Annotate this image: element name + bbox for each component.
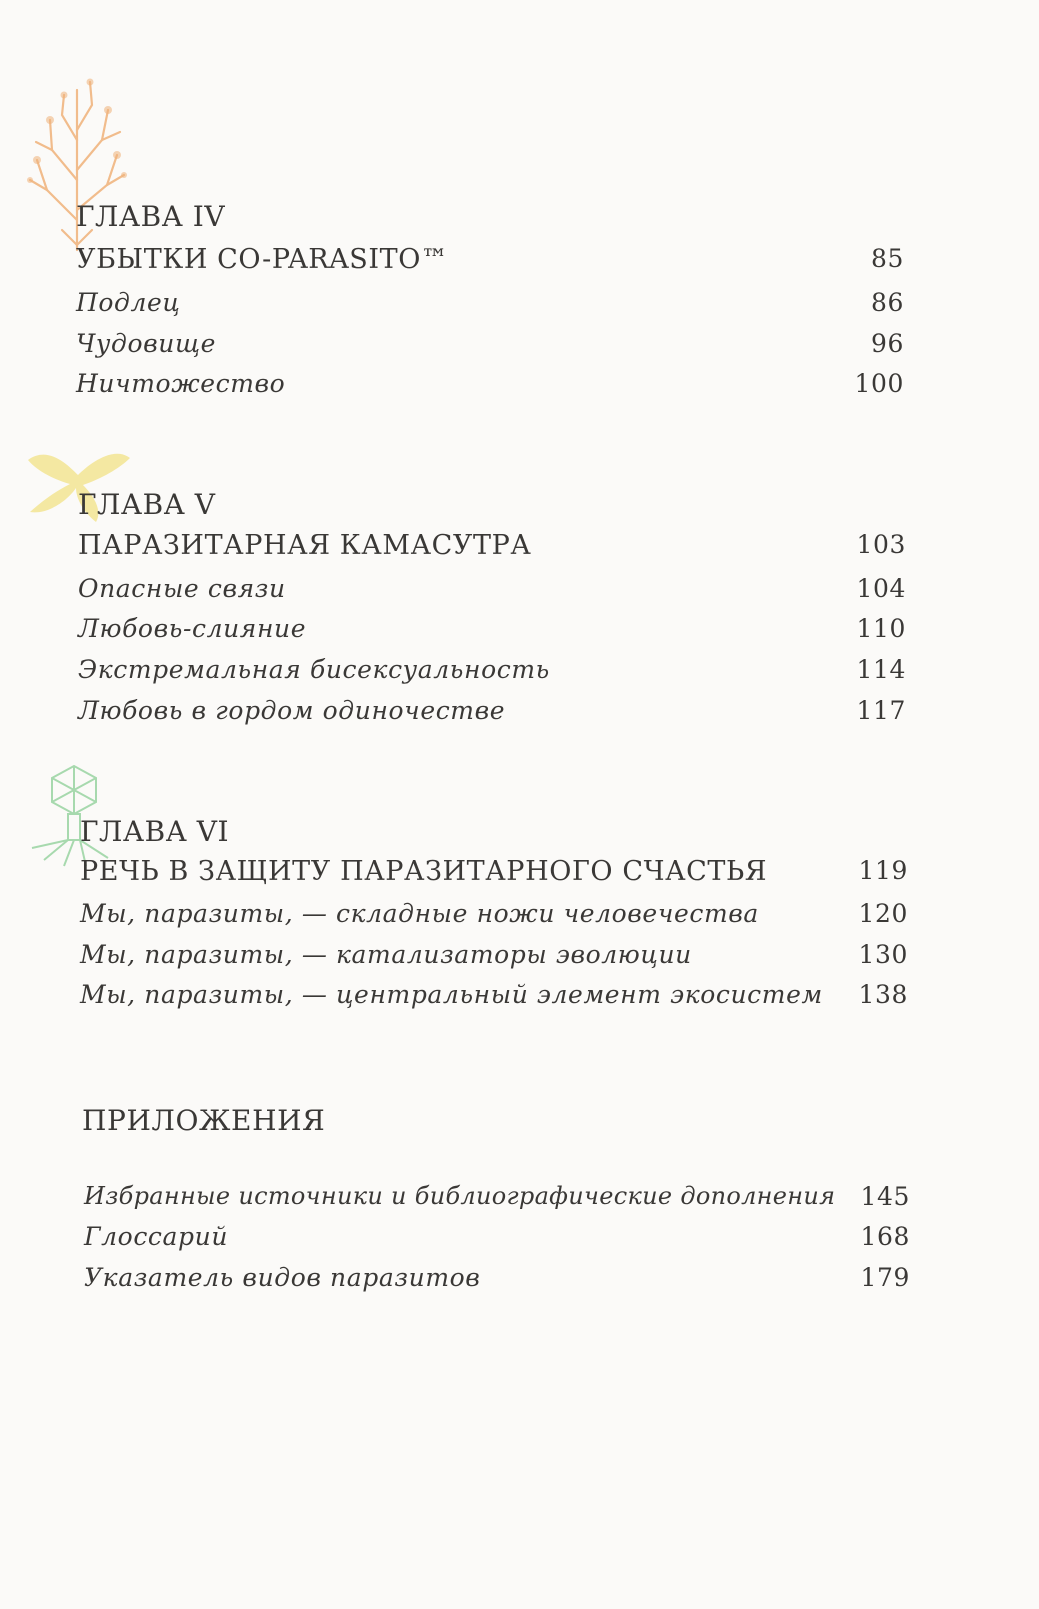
- chapter-5-title: ПАРАЗИТАРНАЯ КАМАСУТРА: [78, 530, 532, 561]
- chapter-5-label: ГЛАВА V: [78, 488, 216, 521]
- toc-entry-title: Чудовище: [76, 329, 216, 358]
- toc-entry-page: 104: [856, 574, 906, 603]
- toc-entry-title: Мы, паразиты, — центральный элемент экосистем: [80, 980, 823, 1009]
- toc-entry-title: Мы, паразиты, — катализаторы эволюции: [80, 940, 692, 969]
- chapter-4-title: УБЫТКИ CO-PARASITO™: [76, 244, 449, 275]
- chapter-6-title-page: 119: [858, 856, 908, 885]
- toc-entry-page: 114: [856, 655, 906, 684]
- toc-entry-title: Мы, паразиты, — складные ножи человечества: [80, 899, 759, 928]
- appendix-title: ПРИЛОЖЕНИЯ: [82, 1104, 326, 1137]
- toc-entry-title: Ничтожество: [76, 369, 286, 398]
- chapter-4-label: ГЛАВА IV: [76, 200, 226, 233]
- toc-entry-title: Глоссарий: [84, 1222, 229, 1251]
- chapter-6-label: ГЛАВА VI: [80, 815, 230, 848]
- toc-entry-page: 86: [870, 288, 904, 317]
- toc-entry-title: Указатель видов паразитов: [84, 1263, 481, 1292]
- toc-entry-page: 145: [860, 1182, 910, 1211]
- toc-entry-title: Подлец: [76, 288, 181, 317]
- toc-entry-page: 117: [856, 696, 906, 725]
- chapter-6-title: РЕЧЬ В ЗАЩИТУ ПАРАЗИТАРНОГО СЧАСТЬЯ: [80, 856, 768, 887]
- toc-entry-page: 110: [856, 614, 906, 643]
- toc-entry-page: 138: [858, 980, 908, 1009]
- toc-entry-page: 130: [858, 940, 908, 969]
- toc-entry-page: 100: [854, 369, 904, 398]
- chapter-5-title-page: 103: [856, 530, 906, 559]
- toc-entry-page: 179: [860, 1263, 910, 1292]
- toc-entry-title: Экстремальная бисексуальность: [78, 655, 550, 684]
- toc-entry-title: Любовь в гордом одиночестве: [78, 696, 506, 725]
- toc-entry-page: 96: [870, 329, 904, 358]
- toc-entry-title: Избранные источники и библиографические дополнения: [84, 1182, 836, 1210]
- toc-entry-page: 168: [860, 1222, 910, 1251]
- toc-entry-title: Опасные связи: [78, 574, 286, 603]
- toc-entry-title: Любовь-слияние: [78, 614, 307, 643]
- chapter-4-title-page: 85: [870, 244, 904, 273]
- toc-entry-page: 120: [858, 899, 908, 928]
